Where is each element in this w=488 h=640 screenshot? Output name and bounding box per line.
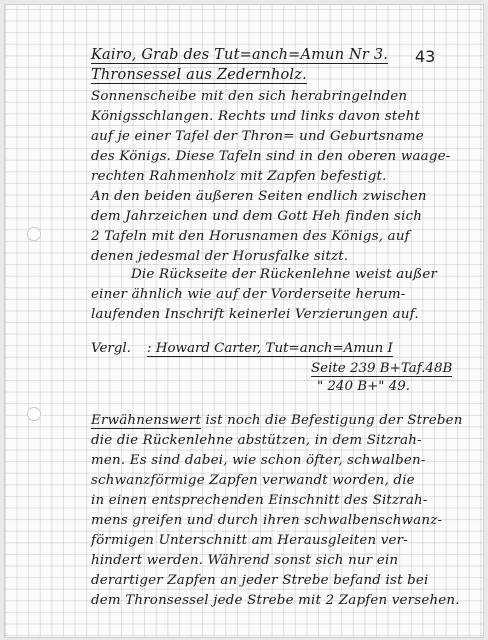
reference-line-1: Seite 239 B+Taf.48B bbox=[311, 361, 453, 376]
text-line: rechten Rahmenholz mit Zapfen befestigt. bbox=[91, 169, 387, 184]
text-line: Königsschlangen. Rechts und links davon steht bbox=[91, 109, 420, 124]
text-line: An den beiden äußeren Seiten endlich zwischen bbox=[91, 189, 427, 204]
text-line: 2 Tafeln mit den Horusnamen des Königs, auf bbox=[91, 229, 410, 244]
emphasized-word: Erwähnenswert bbox=[91, 413, 202, 428]
reference-line-2: " 240 B+" 49. bbox=[317, 379, 411, 394]
text-line: die die Rückenlehne abstützen, in dem Sitzrah- bbox=[91, 433, 422, 448]
text-line: laufenden Inschrift keinerlei Verzierungen auf. bbox=[91, 307, 419, 322]
text-line: dem Thronsessel jede Strebe mit 2 Zapfen versehen. bbox=[91, 593, 460, 608]
text-line: in einen entsprechenden Einschnitt des Sitzrah- bbox=[91, 493, 428, 508]
text-line bbox=[91, 413, 463, 428]
text-line: auf je einer Tafel der Thron= und Geburtsname bbox=[91, 129, 424, 144]
text-line: einer ähnlich wie auf der Vorderseite herum- bbox=[91, 287, 406, 302]
text-line: mens greifen und durch ihren schwalbenschwanz- bbox=[91, 513, 443, 528]
text-line: Die Rückseite der Rückenlehne weist außer bbox=[131, 267, 438, 282]
text-line: dem Jahrzeichen und dem Gott Heh finden sich bbox=[91, 209, 423, 224]
punch-hole-bottom bbox=[27, 407, 41, 421]
text-line: hindert werden. Während sonst sich nur ein bbox=[91, 553, 399, 568]
text-line: denen jedesmal der Horusfalke sitzt. bbox=[91, 249, 349, 264]
text-line: derartiger Zapfen an jeder Strebe befand ist bei bbox=[91, 573, 429, 588]
notebook-page bbox=[4, 4, 484, 638]
text-line: förmigen Unterschnitt am Herausgleiten ver- bbox=[91, 533, 408, 548]
text-line: Sonnenscheibe mit den sich herabringelnden bbox=[91, 89, 408, 104]
text-line: men. Es sind dabei, wie schon öfter, schwalben- bbox=[91, 453, 426, 468]
text-line: des Königs. Diese Tafeln sind in den oberen waage- bbox=[91, 149, 451, 164]
text-line: schwanzförmige Zapfen verwandt worden, die bbox=[91, 473, 415, 488]
text-fragment: ist noch die Befestigung der Streben bbox=[201, 413, 463, 428]
reference-label: Vergl. bbox=[91, 341, 131, 356]
reference-source: : Howard Carter, Tut=anch=Amun I bbox=[147, 341, 393, 356]
page-number: 43 bbox=[415, 47, 436, 66]
header-subtitle: Thronsessel aus Zedernholz. bbox=[91, 67, 307, 83]
punch-hole-top bbox=[27, 227, 41, 241]
header-title: Kairo, Grab des Tut=anch=Amun Nr 3. bbox=[91, 47, 389, 63]
